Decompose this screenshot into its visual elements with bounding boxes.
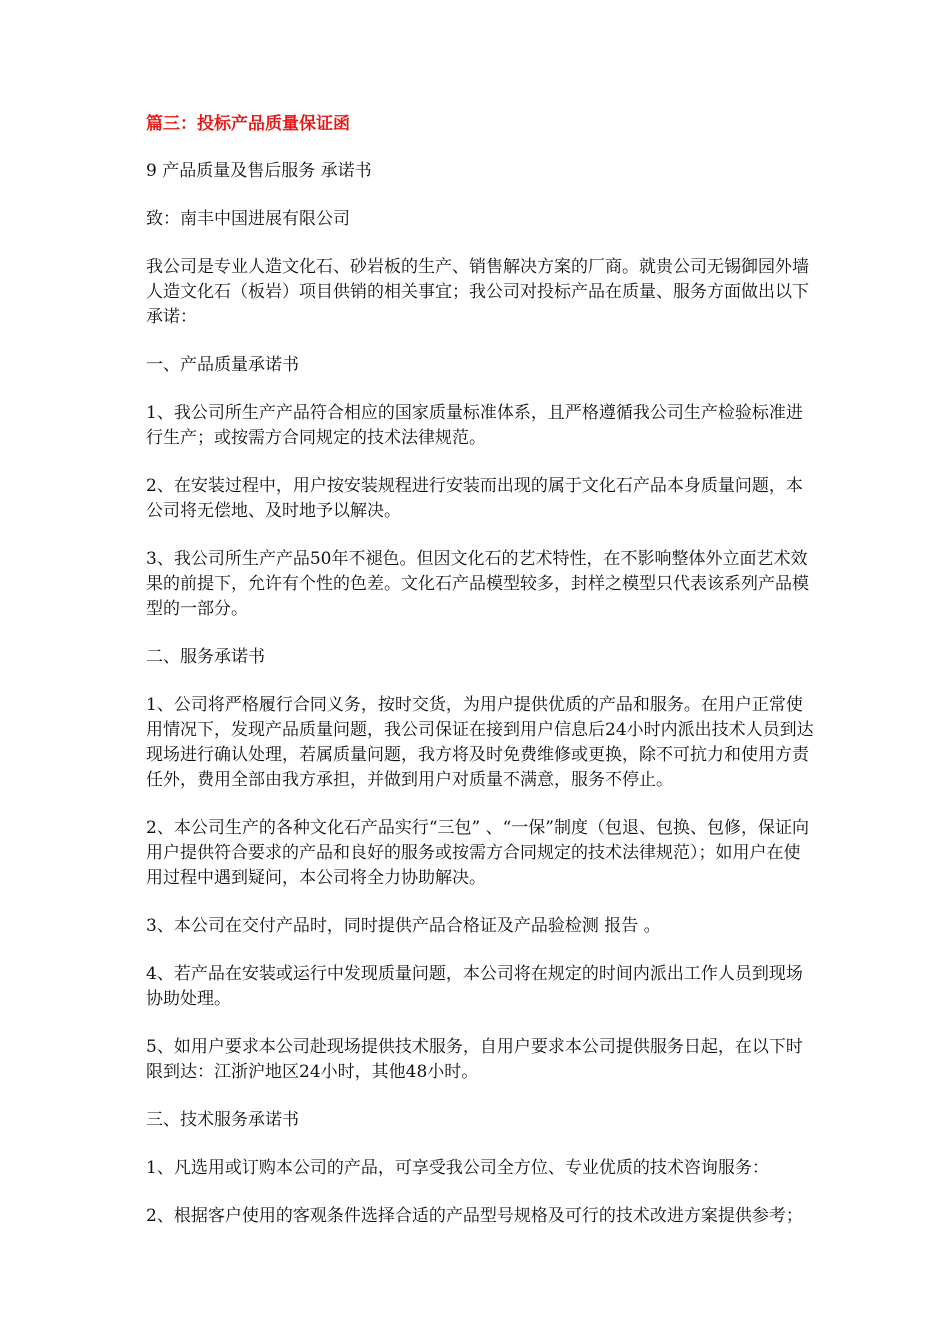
quality-item-1: 1、我公司所生产产品符合相应的国家质量标准体系，且严格遵循我公司生产检验标准进行生产；或按需方合同规定的技术法律规范。 xyxy=(146,403,803,448)
subtitle-line: 9 产品质量及售后服务 承诺书 xyxy=(146,161,372,181)
service-item-2: 2、本公司生产的各种文化石产品实行“三包” 、“一保”制度（包退、包换、包修，保证向用户提供符合要求的产品和良好的服务或按需方合同规定的技术法律规范）；如用户在使用过程中遇到疑问，本公司将全力协助解决。 xyxy=(146,818,809,888)
section-heading-quality: 一、产品质量承诺书 xyxy=(146,355,299,375)
intro-paragraph: 我公司是专业人造文化石、砂岩板的生产、销售解决方案的厂商。就贵公司无锡御园外墙人造文化石（板岩）项目供销的相关事宜；我公司对投标产品在质量、服务方面做出以下承诺： xyxy=(146,257,809,327)
section-heading-tech: 三、技术服务承诺书 xyxy=(146,1110,299,1130)
document-body xyxy=(146,112,814,1252)
quality-item-2: 2、在安装过程中，用户按安装规程进行安装而出现的属于文化石产品本身质量问题，本公司将无偿地、及时地予以解决。 xyxy=(146,476,803,521)
tech-item-1: 1、凡选用或订购本公司的产品，可享受我公司全方位、专业优质的技术咨询服务： xyxy=(146,1158,769,1178)
tech-item-2: 2、根据客户使用的客观条件选择合适的产品型号规格及可行的技术改进方案提供参考； xyxy=(146,1206,803,1226)
quality-item-3: 3、我公司所生产产品50年不褪色。但因文化石的艺术特性，在不影响整体外立面艺术效果的前提下，允许有个性的色差。文化石产品模型较多，封样之模型只代表该系列产品模型的一部分。 xyxy=(146,549,809,619)
service-item-1: 1、公司将严格履行合同义务，按时交货，为用户提供优质的产品和服务。在用户正常使用情况下，发现产品质量问题，我公司保证在接到用户信息后24小时内派出技术人员到达现场进行确认处理，若属质量问题，我方将及时免费维修或更换，除不可抗力和使用方责任外，费用全部由我方承担，并做到用户对质量不满意，服务不停止。 xyxy=(146,695,814,790)
service-item-3: 3、本公司在交付产品时，同时提供产品合格证及产品验检测 报告 。 xyxy=(146,916,661,936)
addressee-line: 致：南丰中国进展有限公司 xyxy=(146,209,350,229)
document-heading: 篇三：投标产品质量保证函 xyxy=(146,114,350,134)
service-item-4: 4、若产品在安装或运行中发现质量问题，本公司将在规定的时间内派出工作人员到现场协助处理。 xyxy=(146,964,803,1009)
service-item-5: 5、如用户要求本公司赴现场提供技术服务，自用户要求本公司提供服务日起，在以下时限到达：江浙沪地区24小时，其他48小时。 xyxy=(146,1037,803,1082)
section-heading-service: 二、服务承诺书 xyxy=(146,647,265,667)
